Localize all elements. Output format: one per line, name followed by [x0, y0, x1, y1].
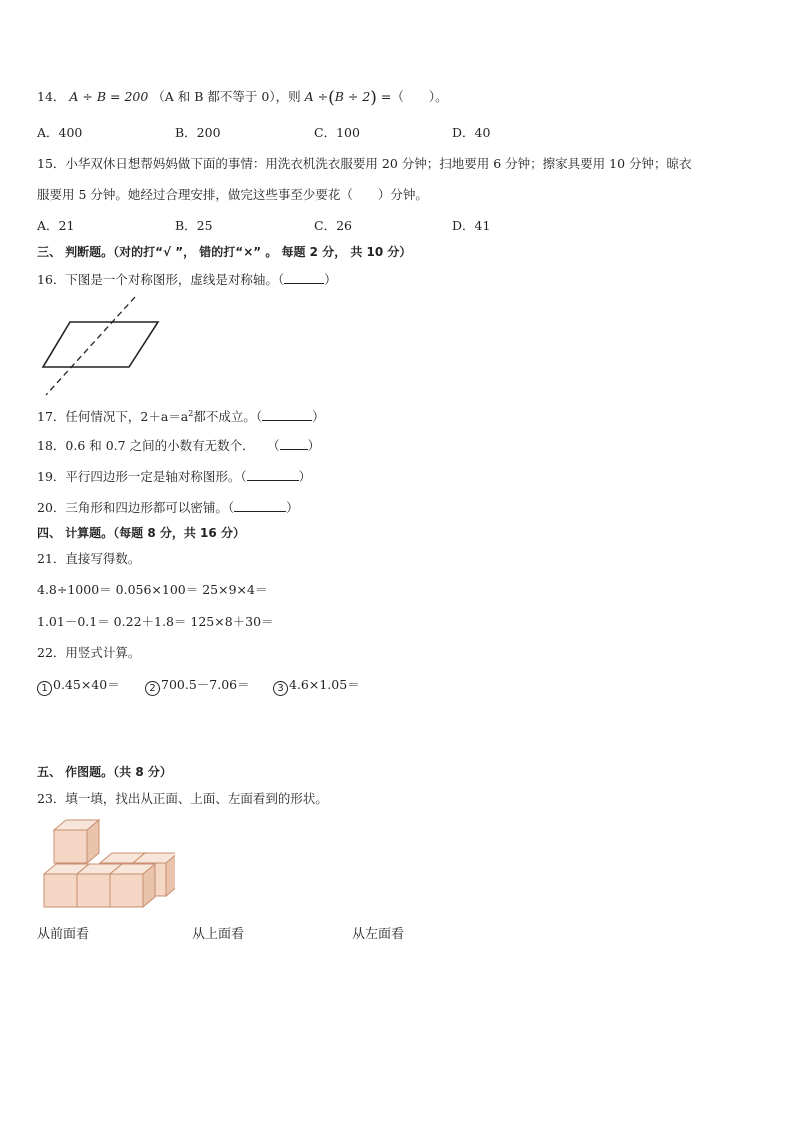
question-19 [37, 467, 311, 486]
question-text: 20．三角形和四边形都可以密铺。（ [37, 500, 235, 515]
question-15-line-1: 15．小华双休日想帮妈妈做下面的事情：用洗衣机洗衣服要用 20 分钟；扫地要用 6 分钟；擦家具要用 10 分钟；晾衣 [37, 156, 692, 171]
option-a: A．400 [37, 125, 83, 140]
superscript: 2 [188, 409, 194, 418]
math-expression: A ÷ [304, 89, 329, 104]
view-label-front: 从前面看 [37, 927, 90, 942]
option-d: D．41 [452, 218, 491, 233]
option-a: A．21 [37, 218, 75, 233]
question-21-title: 21．直接写得数。 [37, 551, 141, 566]
question-text: 18．0.6 和 0.7 之间的小数有无数个． （ [37, 438, 280, 453]
question-text: 16．下图是一个对称图形，虚线是对称轴。（ [37, 272, 285, 287]
math-expression: A ÷ B = 200 [69, 89, 149, 104]
condition-text: （A 和 B 都不等于 0），则 [152, 89, 301, 104]
circled-number: 2 [145, 681, 160, 696]
cube-front-face [110, 874, 143, 907]
question-21-row-2: 1.01－0.1＝ 0.22＋1.8＝ 125×8＋30＝ [37, 614, 274, 629]
view-label-left: 从左面看 [352, 927, 405, 942]
answer-blank[interactable] [234, 498, 286, 512]
option-b: B．200 [175, 125, 221, 140]
answer-blank[interactable] [284, 270, 324, 284]
circled-number: 3 [273, 681, 288, 696]
question-text: 19．平行四边形一定是轴对称图形。（ [37, 469, 247, 484]
expression: 4.6×1.05＝ [289, 677, 360, 692]
question-23-title: 23．填一填，找出从正面、上面、左面看到的形状。 [37, 791, 328, 806]
answer-blank[interactable] [262, 407, 312, 421]
expression: 0.45×40＝ [53, 677, 120, 692]
cube-front-face [44, 874, 77, 907]
close-paren: ） [286, 500, 299, 515]
answer-blank: =（ ）。 [380, 89, 448, 104]
option-c: C．100 [314, 125, 360, 140]
close-paren: ） [312, 409, 325, 424]
stacked-cubes-figure [40, 818, 175, 913]
question-15-line-2: 服要用 5 分钟。她经过合理安排，做完这些事至少要花（ ）分钟。 [37, 187, 428, 202]
question-22-item-1 [37, 676, 120, 696]
option-b: B．25 [175, 218, 213, 233]
section-3-title: 三、 判断题。（对的打“√ ”， 错的打“×” 。 每题 2 分， 共 10 分） [37, 245, 412, 259]
answer-blank[interactable] [247, 467, 299, 481]
question-17 [37, 405, 325, 426]
option-d: D．40 [452, 125, 491, 140]
question-16 [37, 270, 337, 289]
left-paren: ( [328, 88, 335, 108]
close-paren: ） [324, 272, 337, 287]
question-text: 17．任何情况下，2＋a＝a [37, 409, 189, 424]
view-label-top: 从上面看 [192, 927, 245, 942]
expression: 700.5－7.06＝ [161, 677, 250, 692]
right-paren: ) [370, 88, 377, 108]
parallelogram-figure [40, 295, 165, 400]
question-number: 14． [37, 89, 66, 104]
option-c: C．26 [314, 218, 352, 233]
question-14 [37, 88, 448, 107]
cube-front-face [77, 874, 110, 907]
question-22-item-2 [145, 676, 250, 696]
section-5-title: 五、 作图题。（共 8 分） [37, 765, 172, 779]
question-20 [37, 498, 299, 517]
close-paren: ） [298, 469, 312, 484]
symmetry-axis-dashed-line [46, 297, 135, 395]
question-18 [37, 436, 320, 455]
answer-blank[interactable] [280, 436, 308, 450]
math-expression: B ÷ 2 [334, 89, 371, 104]
cube-front-face [54, 830, 87, 863]
close-paren: ） [307, 438, 321, 453]
question-21-row-1: 4.8÷1000＝ 0.056×100＝ 25×9×4＝ [37, 582, 268, 597]
question-22-item-3 [273, 676, 360, 696]
question-text: 都不成立。（ [193, 409, 263, 424]
parallelogram-shape [43, 322, 158, 367]
question-22-title: 22．用竖式计算。 [37, 645, 141, 660]
circled-number: 1 [37, 681, 52, 696]
section-4-title: 四、 计算题。（每题 8 分，共 16 分） [37, 526, 245, 540]
